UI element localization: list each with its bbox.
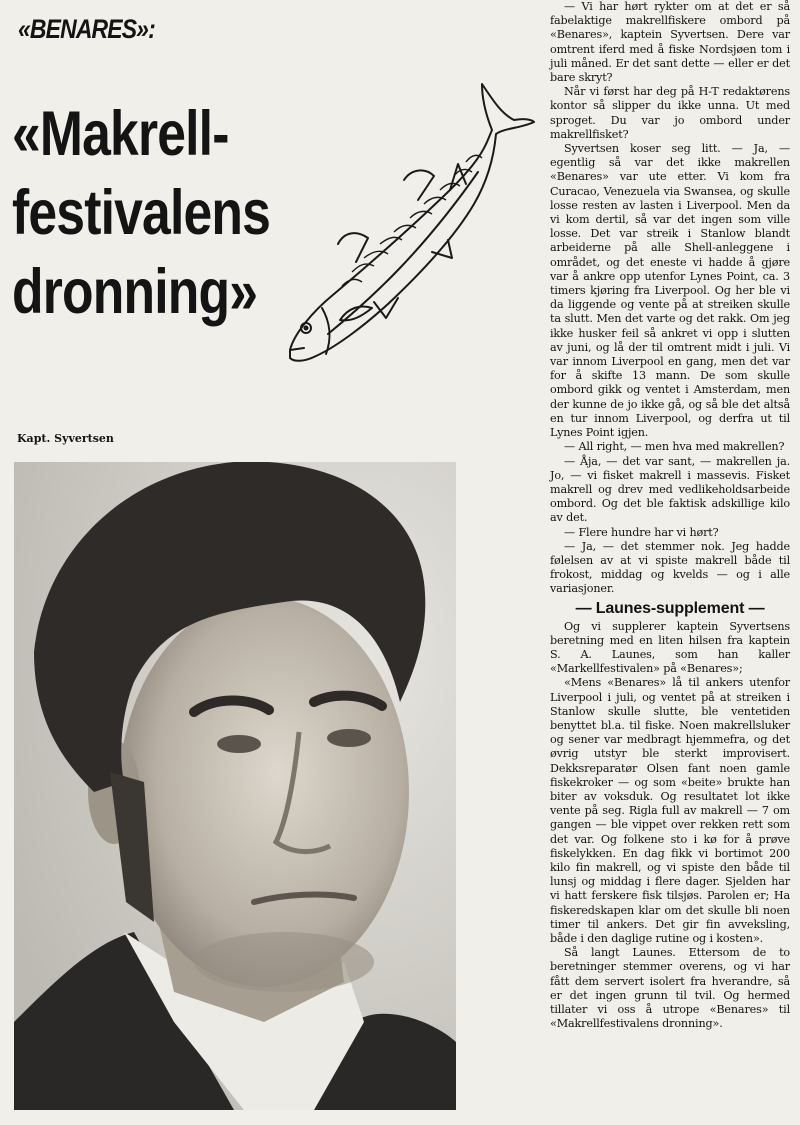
mackerel-illustration [282,72,537,372]
article-paragraph: Og vi supplerer kaptein Syvertsens beretning med en liten hilsen fra kaptein S. A. Launes, som han kaller «Markellfestivalen» på «Benares»; [550,619,790,676]
article-paragraph: — All right, — men hva med makrellen? [564,440,785,454]
article-paragraph: «Mens «Benares» lå til ankers utenfor Liverpool i juli, og ventet på at streiken i Stanlow skulle slutte, ble ventetiden benyttet bl.a. til fiske. Noen makrellsluker og sener var medbragt hjemmefra, og det øvrig utstyr ble sterkt improvisert. Dekksreparatør Olsen fant noen gamle fiskekroker — og som «beite» brukte han biter av voksduk. Og resultatet lot ikke vente på seg. Rigla full av makrell — 7 om gangen — ble vippet over rekken rett som det var. Og folkene sto i kø for å prøve fiskelykken. En dag fikk vi bortimot 200 kilo fin makrell, og vi spiste den både til lunsj og middag i flere dager. Sjelden har vi hatt ferskere fisk tilsjøs. Parolen er; Ha fiskeredskapen klar om det skulle bli noen timer til ankers. Det gir fin avveksling, både i den daglige rutine og i kosten». [550,676,790,945]
headline-line-2: festivalens [12,178,271,248]
article-paragraph: — Flere hundre har vi hørt? [564,525,719,539]
headline-line-3: dronning» [12,257,258,327]
photo-caption: Kapt. Syvertsen [17,432,114,445]
article-paragraph: — Åja, — det var sant, — makrellen ja. Jo, — vi fisket makrell i massevis. Fisket makrell og drev med vedlikeholdsarbeide ombord. Og det ble faktisk adskillige kilo av det. [550,454,790,525]
article-paragraph: Når vi først har deg på H-T redaktørens kontor så slipper du ikke unna. Ut med sproget. Du var jo ombord under makrellfisket? [550,85,790,141]
portrait-photo [14,462,456,1110]
kicker: «BENARES»: [18,14,155,44]
article-paragraph: — Vi har hørt rykter om at det er så fabelaktige makrellfiskere ombord på «Benares», kaptein Syvertsen. Dere var omtrent iferd med å fiske Nordsjøen tom i juli måned. Er det sant dette — eller er det bare skryt? [550,0,790,85]
headline-line-1: «Makrell- [12,99,229,169]
article-paragraph: Så langt Launes. Ettersom de to beretninger stemmer overens, og vi har fått dem servert isolert fra hverandre, så er det ingen grunn til tvil. Og hermed tillater vi oss å utrope «Benares» til «Makrellfestivalens dronning». [550,946,790,1031]
article-paragraph: — Ja, — det stemmer nok. Jeg hadde følelsen av at vi spiste makrell både til frokost, middag og kvelds — og i alle variasjoner. [550,539,790,596]
article-body [550,0,790,1031]
article-paragraph: Syvertsen koser seg litt. — Ja, — egentlig så var det ikke makrellen «Benares» var ute etter. Vi kom fra Curacao, Venezuela via Swansea, og skulle losse resten av lasten i Liverpool. Men da vi kom dertil, så var det ingen som ville losse. Det var streik i Stanlow blandt arbeiderne på alle Shell-anleggene i området, og det eneste vi hadde å gjøre var å ankre opp utenfor Lynes Point, ca. 3 timers kjøring fra Liverpool. Og her ble vi da liggende og vente på at streiken skulle ta slutt. Men det varte og det rakk. Om jeg ikke husker feil så ankret vi opp i slutten av juni, og lå der til omtrent midt i juli. Vi var innom Liverpool en gang, men det var for å skifte 13 mann. De som skulle ombord gikk og ventet i Amsterdam, men der kunne de jo ikke gå, og så ble det altså en tur innom Liverpool, og derfra ut til Lynes Point igjen. [550,142,790,440]
article-subhead: — Launes-supplement — [575,599,765,617]
